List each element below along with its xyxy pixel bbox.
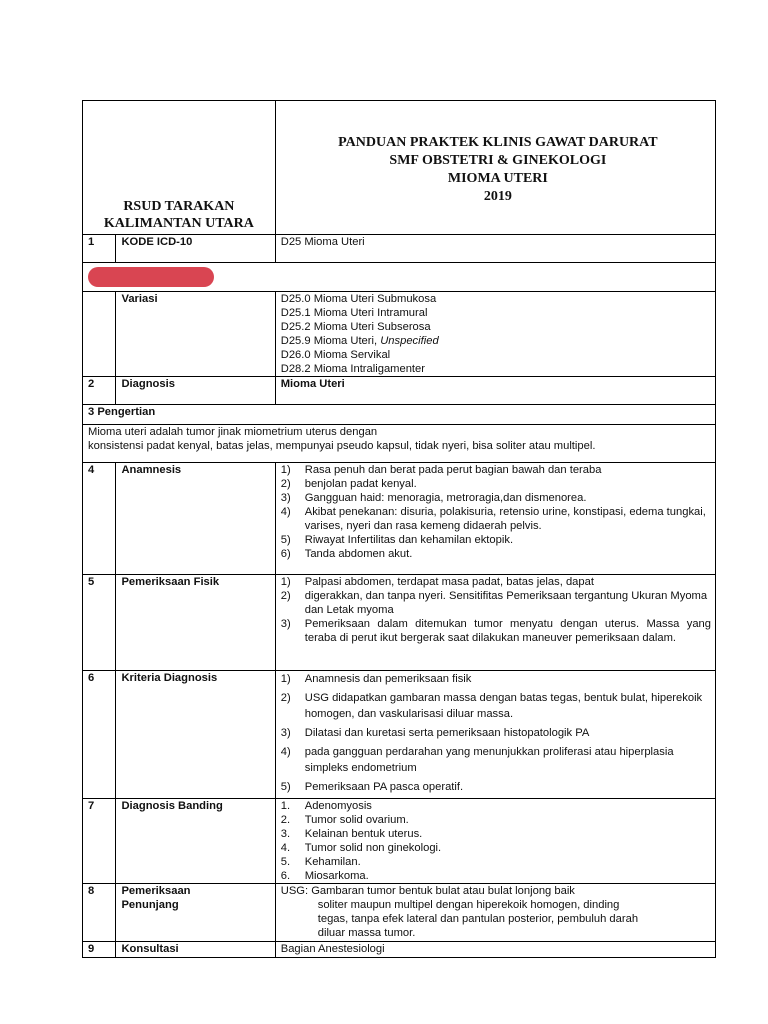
title-year: 2019 [483,189,512,204]
row-number: 2 [83,377,116,405]
row-label: Pemeriksaan Penunjang [116,884,275,942]
list-item: 6) Tanda abdomen akut. [280,548,413,560]
row-label: KODE ICD-10 [116,235,275,263]
row-label: Diagnosis [116,377,275,405]
penunjang-text: USG: Gambaran tumor bentuk bulat atau bulat lonjong baik soliter maupun multipel dengan hiperekoik homogen, dinding tegas, tanpa efek lateral dan pantulan posterior, pembuluh darah diluar massa tumor. [275,884,715,942]
list-item: 2. Tumor solid ovarium. [280,814,409,826]
anamnesis-list [281,463,715,561]
list-item: 2) benjolan padat kenyal. [280,478,417,490]
list-item: 3. Kelainan bentuk uterus. [280,828,423,840]
list-item: 4. Tumor solid non ginekologi. [280,842,442,854]
list-item: 1) Rasa penuh dan berat pada perut bagian bawah dan teraba [280,464,602,476]
diagnosis-banding-list [281,799,715,883]
row-pemeriksaan-penunjang [83,884,716,942]
row-kriteria-diagnosis [83,671,716,799]
row-pemeriksaan-fisik [83,575,716,671]
row-number: 8 [83,884,116,942]
pemeriksaan-fisik-list [281,575,715,645]
variasi-item: D28.2 Mioma Intraligamenter [280,363,425,375]
row-value: D25 Mioma Uteri [275,235,715,263]
hospital-name [83,101,276,235]
hospital-name-line1: RSUD TARAKAN [123,199,235,214]
redacted-row [83,263,716,292]
row-label: Diagnosis Banding [116,799,275,884]
document-title [275,101,715,235]
row-number: 6 [83,671,116,799]
row-number: 9 [83,942,116,958]
list-item: 1) Palpasi abdomen, terdapat masa padat, batas jelas, dapat [280,576,594,588]
list-item: 3) Gangguan haid: menoragia, metroragia,dan dismenorea. [280,492,587,504]
list-item: 4) pada gangguan perdarahan yang menunjukkan proliferasi atau hiperplasia simpleks endometrium [280,746,674,774]
row-variasi [83,292,716,377]
list-item: 5) Riwayat Infertilitas dan kehamilan ektopik. [280,534,514,546]
row-konsultasi [83,942,716,958]
list-item: 1. Adenomyosis [280,800,372,812]
variasi-item: D25.0 Mioma Uteri Submukosa [280,293,437,305]
row-label: Pemeriksaan Fisik [116,575,275,671]
title-line2: SMF OBSTETRI & GINEKOLOGI [389,153,607,168]
list-item: 3) Pemeriksaan dalam ditemukan tumor menyatu dengan uterus. Massa yang teraba di perut ikut bergerak saat dilakukan maneuver pemeriksaan dalam. [280,618,711,644]
guideline-table [82,100,716,958]
list-item: 6. Miosarkoma. [280,870,369,882]
section-heading: 3 Pengertian [83,405,716,425]
row-number: 7 [83,799,116,884]
list-item: 5) Pemeriksaan PA pasca operatif. [280,781,464,793]
row-label: Anamnesis [116,463,275,575]
variasi-list [275,292,715,377]
list-item: 1) Anamnesis dan pemeriksaan fisik [280,673,472,685]
variasi-item: D25.9 Mioma Uteri, Unspecified [280,335,439,347]
row-pengertian-body [83,425,716,463]
row-anamnesis [83,463,716,575]
list-item: 2) USG didapatkan gambaran massa dengan batas tegas, bentuk bulat, hiperekoik homogen, dan vaskularisasi diluar massa. [280,692,703,720]
row-diagnosis-banding [83,799,716,884]
header-row [83,101,716,235]
row-number: 1 [83,235,116,263]
pengertian-text: Mioma uteri adalah tumor jinak miometrium uterus dengan konsistensi padat kenyal, batas jelas, mempunyai pseudo kapsul, tidak nyeri, bisa soliter atau multipel. [83,425,716,463]
row-label: Kriteria Diagnosis [116,671,275,799]
list-item: 2) digerakkan, dan tanpa nyeri. Sensitifitas Pemeriksaan tergantung Ukuran Myoma dan Letak myoma [280,590,708,616]
row-value: Bagian Anestesiologi [275,942,715,958]
row-pengertian-heading [83,405,716,425]
list-item: 3) Dilatasi dan kuretasi serta pemeriksaan histopatologik PA [280,727,590,739]
list-item: 4) Akibat penekanan: disuria, polakisuria, retensio urine, konstipasi, edema tungkai, varises, nyeri dan rasa kemeng didaerah pelvis. [280,506,706,532]
row-diagnosis [83,377,716,405]
title-line3: MIOMA UTERI [447,171,548,186]
hospital-name-line2: KALIMANTAN UTARA [103,216,254,231]
row-label: Konsultasi [116,942,275,958]
variasi-item: D26.0 Mioma Servikal [280,349,391,361]
row-number: 5 [83,575,116,671]
clinical-guideline-document [82,100,716,958]
row-number: 4 [83,463,116,575]
title-line1: PANDUAN PRAKTEK KLINIS GAWAT DARURAT [338,135,658,150]
row-label: Variasi [116,292,275,377]
row-value: Mioma Uteri [275,377,715,405]
kriteria-list [281,671,715,795]
redaction-mark [88,267,214,287]
list-item: 5. Kehamilan. [280,856,361,868]
variasi-item: D25.2 Mioma Uteri Subserosa [280,321,431,333]
row-icd10 [83,235,716,263]
variasi-item: D25.1 Mioma Uteri Intramural [280,307,428,319]
